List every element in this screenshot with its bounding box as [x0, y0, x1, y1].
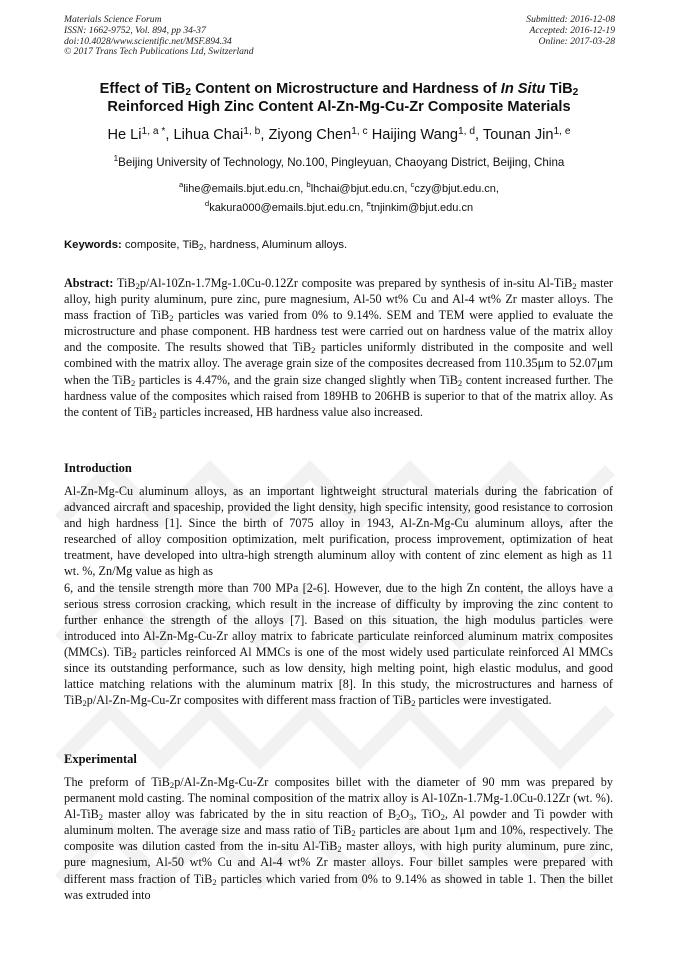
author: He Li — [107, 127, 142, 143]
affiliation: $^1$Beijing University of Technology, No.100, Pingleyuan, Chaoyang District, Beijing, China — [113, 154, 565, 169]
doi-link[interactable]: doi:10.4028/www.scientific.net/MSF.894.34 — [64, 35, 232, 47]
abstract-paragraph: Abstract: TiB$_2$p/Al-10Zn-1.7Mg-1.0Cu-0.12Zr composite was prepared by synthesis of in-situ Al-TiB$_2$ master alloy, high purity aluminum, pure zinc, pure magnesium, Al-50 wt% Cu and Al-4 wt% Zr master alloys. The mass fraction of TiB$_2$ particles was varied from 0% to 9.14%. SEM and TEM were applied to evaluate the microstructure and phase component. HB hardness test were carried out on hardness value of the matrix alloy and the composite. The results showed that TiB$_2$ particles uniformly distributed in the composite and well combined with the matrix alloy. The average grain size of the composites decreased from 110.35μm to 52.07μm when the TiB$_2$ particles is 4.47%, and the grain size changed slightly when TiB$_2$ content increased further. The hardness value of the composites which raised from 189HB to 206HB is superior to that of the matrix alloy. As the content of TiB$_2$ particles increased, HB hardness value also increased. — [64, 276, 614, 420]
keywords: Keywords: composite, TiB$_2$, hardness, Aluminum alloys. — [64, 239, 348, 252]
email-link[interactable]: kakura000@emails.bjut.edu.cn, — [209, 202, 364, 214]
email-link[interactable]: lhchai@bjut.edu.cn, — [310, 183, 408, 195]
experimental-paragraph: The preform of TiB$_2$p/Al-Zn-Mg-Cu-Zr composites billet with the diameter of 90 mm was prepared by permanent mold casting. The nominal composition of the matrix alloy is Al-10Zn-1.7Mg-1.0Cu-0.12Zr (wt. %). Al-TiB$_2$ master alloy was fabricated by the in situ reaction of $B_2O_3$, TiO$_2$, Al powder and Ti powder with aluminum molten. The average size and mass ratio of TiB$_2$ particles are about 1μm and 10%, respectively. The composite was dilution casted from the in-situ Al-TiB$_2$ master alloys, with high purity aluminum, pure zinc, pure magnesium, Al-50 wt% Cu and Al-4 wt% Zr master alloys. Four billet samples were prepared with different mass fraction of TiB$_2$ particles which varied from 0% to 9.14% as showed in table 1. Then the billet was extruded into — [64, 775, 614, 902]
publication-info — [64, 15, 254, 58]
online-date: Online: 2017-03-28 — [538, 35, 615, 47]
email-link[interactable]: tnjinkim@bjut.edu.cn — [370, 202, 474, 214]
author: Lihua Chai — [173, 127, 244, 143]
publication-dates — [526, 15, 615, 47]
paper-title: Effect of TiB$_2$ Content on Microstructure and Hardness of In Situ TiB$_2$ Reinforced High Zinc Content Al-Zn-Mg-Cu-Zr Composite Materials — [99, 81, 579, 115]
author: Tounan Jin — [482, 127, 554, 143]
copyright-notice: © 2017 Trans Tech Publications Ltd, Switzerland — [64, 46, 254, 58]
journal-name: Materials Science Forum — [64, 14, 162, 25]
email-link[interactable]: lihe@emails.bjut.edu.cn, — [183, 183, 304, 195]
author: Ziyong Chen — [268, 127, 352, 143]
issn-volume: ISSN: 1662-9752, Vol. 894, pp 34-37 — [64, 24, 206, 36]
author-emails: $^a$lihe@emails.bjut.edu.cn, $^b$lhchai@bjut.edu.cn, $^c$czy@bjut.edu.cn, $^d$kakura000@emails.bjut.edu.cn, $^e$tnjinkim@bjut.edu.cn — [179, 180, 499, 214]
introduction-paragraph: Al-Zn-Mg-Cu aluminum alloys, as an important lightweight structural materials during the fabrication of advanced aircraft and spaceship, provided the light density, high specific intensity, good resistance to corrosion and high hardness [1]. Since the birth of 7075 alloy in 1943, Al-Zn-Mg-Cu aluminum alloys, after the researched of alloy composition optimization, melt purification, process improvement, optimization of heat treatment, have developed into ultra-high strength aluminum alloy with content of zinc element as high as 11 wt. %, Zn/Mg value as high as 6, and the tensile strength more than 700 MPa [2-6]. However, due to the high Zn content, the alloys have a serious stress corrosion cracking, which result in the increase of difficulty by improving the zinc content to further enhance the strength of the alloys [7]. Based on this situation, the high modulus particles were introduced into Al-Zn-Mg-Cu-Zr alloy matrix to fabricate particulate reinforced aluminum matrix composites (MMCs). TiB$_2$ particles reinforced Al MMCs is one of the most widely used particulate reinforced Al MMCs since its outstanding performance, such as low density, high melting point, high elastic modulus, and good lattice matching relations with the aluminum matrix [8]. In this study, the microstructures and harness of TiB$_2$p/Al-Zn-Mg-Cu-Zr composites with different mass fraction of TiB$_2$ particles were investigated. — [64, 484, 613, 709]
section-heading-introduction: Introduction — [64, 461, 132, 475]
author: Haijing Wang — [371, 127, 458, 143]
author-list: He $Li^{1, a *}$, Lihua Chai$^{1, b}$, Ziyong Chen$^{1, c}$ Haijing Wang$^{1, d}$, Tounan Jin$^{1, e}$ — [107, 126, 571, 143]
email-link[interactable]: czy@bjut.edu.cn, — [414, 183, 499, 195]
submitted-date: Submitted: 2016-12-08 — [526, 14, 615, 25]
accepted-date: Accepted: 2016-12-19 — [529, 24, 615, 36]
section-heading-experimental: Experimental — [64, 752, 137, 766]
